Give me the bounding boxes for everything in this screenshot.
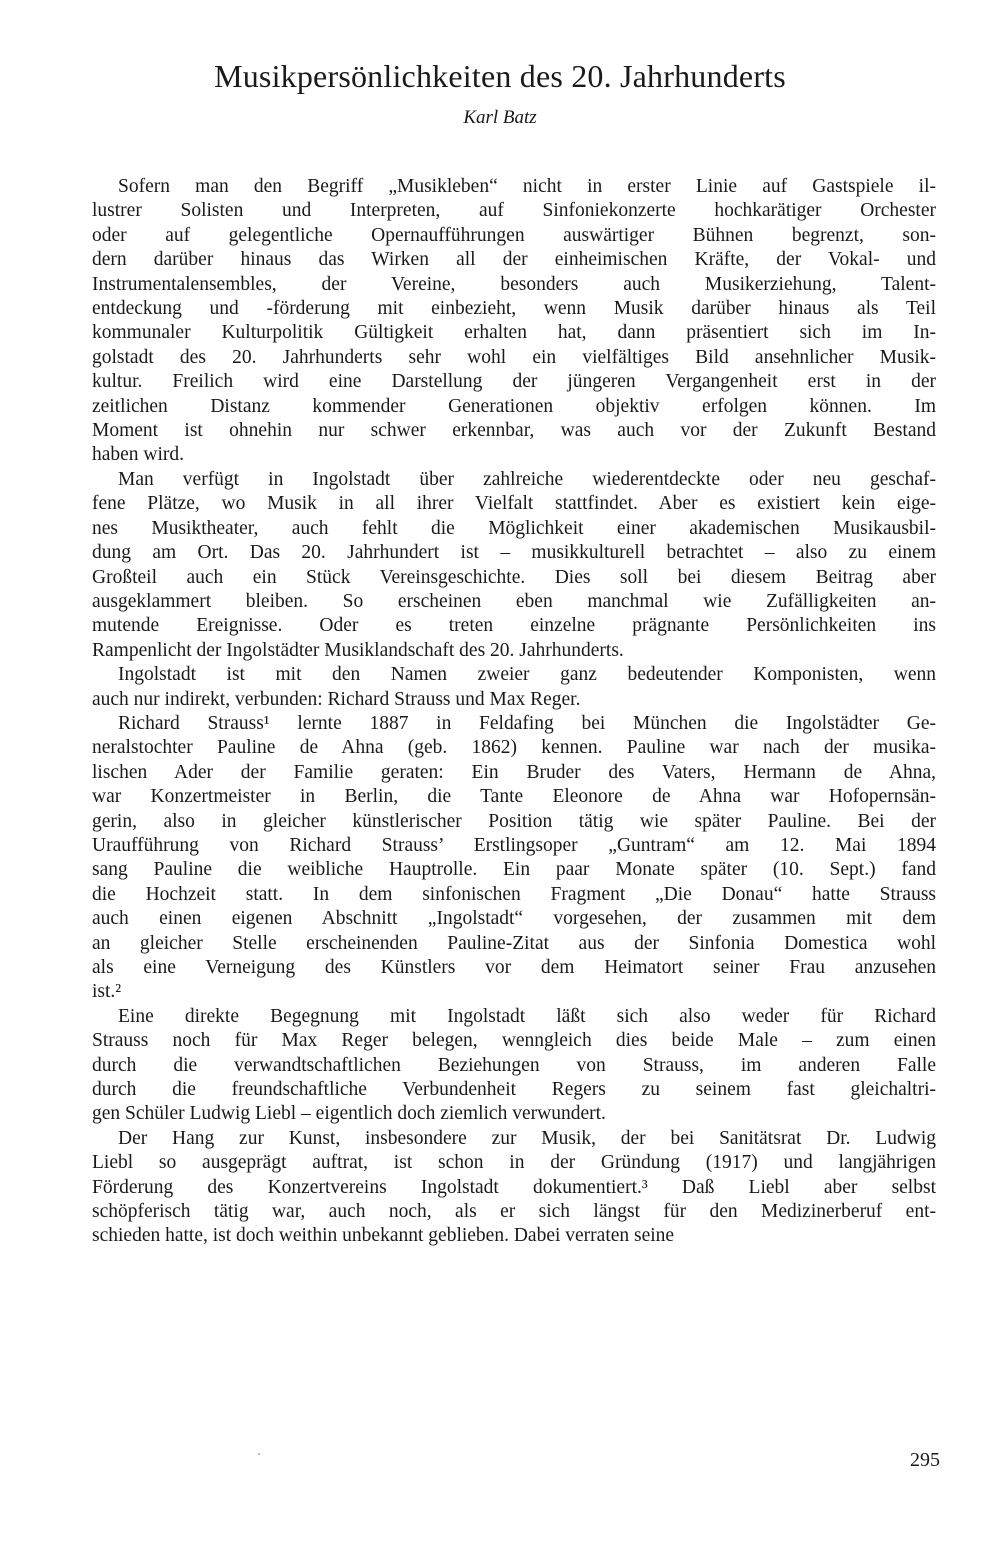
text-line: lischen Ader der Familie geraten: Ein Bruder des Vaters, Hermann de Ahna,	[92, 761, 936, 783]
text-line: auch nur indirekt, verbunden: Richard Strauss und Max Reger.	[92, 688, 581, 710]
article-title: Musikpersönlichkeiten des 20. Jahrhunderts	[214, 58, 786, 94]
text-line: Strauss noch für Max Reger belegen, wenngleich dies beide Male – zum einen	[92, 1030, 936, 1052]
text-line: fene Plätze, wo Musik in all ihrer Vielfalt stattfindet. Aber es existiert kein eige-	[92, 493, 936, 515]
body-paragraph	[92, 1127, 936, 1249]
body-paragraph	[92, 712, 936, 1005]
text-line: oder auf gelegentliche Opernaufführungen auswärtiger Bühnen begrenzt, son-	[92, 224, 936, 246]
text-line: die Hochzeit statt. In dem sinfonischen Fragment „Die Donau“ hatte Strauss	[92, 883, 936, 905]
text-line: Man verfügt in Ingolstadt über zahlreiche wiederentdeckte oder neu geschaf-	[118, 468, 936, 490]
text-line: sang Pauline die weibliche Hauptrolle. Ein paar Monate später (10. Sept.) fand	[92, 859, 936, 881]
scan-speck	[258, 1453, 260, 1455]
body-paragraph	[92, 1005, 936, 1127]
text-line: Richard Strauss¹ lernte 1887 in Feldafing bei München die Ingolstädter Ge-	[118, 712, 936, 734]
text-line: Der Hang zur Kunst, insbesondere zur Musik, der bei Sanitätsrat Dr. Ludwig	[118, 1127, 936, 1149]
text-line: Eine direkte Begegnung mit Ingolstadt läßt sich also weder für Richard	[118, 1005, 936, 1027]
text-line: Uraufführung von Richard Strauss’ Erstlingsoper „Guntram“ am 12. Mai 1894	[92, 834, 936, 856]
text-line: gen Schüler Ludwig Liebl – eigentlich doch ziemlich verwundert.	[92, 1103, 606, 1125]
text-line: als eine Verneigung des Künstlers vor dem Heimatort seiner Frau anzusehen	[92, 957, 936, 978]
body-paragraph	[92, 175, 936, 468]
text-line: Instrumentalensembles, der Vereine, besonders auch Musikerziehung, Talent-	[92, 273, 936, 295]
body-paragraph	[92, 468, 936, 663]
text-line: schöpferisch tätig war, auch noch, als er sich längst für den Medizinerberuf ent-	[92, 1201, 936, 1223]
text-line: mutende Ereignisse. Oder es treten einzelne prägnante Persönlichkeiten ins	[92, 615, 936, 637]
text-line: ausgeklammert bleiben. So erscheinen eben manchmal wie Zufälligkeiten an-	[92, 590, 936, 612]
text-line: schieden hatte, ist doch weithin unbekannt geblieben. Dabei verraten seine	[92, 1225, 675, 1247]
text-line: golstadt des 20. Jahrhunderts sehr wohl ein vielfältiges Bild ansehnlicher Musik-	[92, 346, 936, 368]
article-body	[92, 175, 936, 1249]
text-line: haben wird.	[92, 444, 185, 466]
article-author: Karl Batz	[463, 107, 537, 128]
text-line: Großteil auch ein Stück Vereinsgeschichte. Dies soll bei diesem Beitrag aber	[92, 566, 936, 588]
text-line: an gleicher Stelle erscheinenden Pauline-Zitat aus der Sinfonia Domestica wohl	[92, 932, 936, 954]
text-line: neralstochter Pauline de Ahna (geb. 1862) kennen. Pauline war nach der musika-	[92, 737, 936, 759]
text-line: gerin, also in gleicher künstlerischer Position tätig wie später Pauline. Bei der	[92, 810, 936, 832]
text-line: dung am Ort. Das 20. Jahrhundert ist – musikkulturell betrachtet – also zu einem	[92, 542, 936, 564]
text-line: auch einen eigenen Abschnitt „Ingolstadt“ vorgesehen, der zusammen mit dem	[92, 908, 936, 930]
text-line: ist.²	[92, 981, 122, 1003]
text-line: Sofern man den Begriff „Musikleben“ nicht in erster Linie auf Gastspiele il-	[118, 176, 936, 197]
text-line: Förderung des Konzertvereins Ingolstadt dokumentiert.³ Daß Liebl aber selbst	[92, 1176, 936, 1198]
text-line: war Konzertmeister in Berlin, die Tante Eleonore de Ahna war Hofopernsän-	[92, 786, 936, 808]
text-line: Ingolstadt ist mit den Namen zweier ganz bedeutender Komponisten, wenn	[118, 664, 936, 686]
text-line: nes Musiktheater, auch fehlt die Möglichkeit einer akademischen Musikausbil-	[92, 517, 936, 539]
text-line: kommunaler Kulturpolitik Gültigkeit erhalten hat, dann präsentiert sich im In-	[92, 322, 936, 344]
body-paragraph	[92, 663, 936, 712]
text-line: Rampenlicht der Ingolstädter Musiklandschaft des 20. Jahrhunderts.	[92, 639, 624, 661]
text-line: Moment ist ohnehin nur schwer erkennbar, was auch vor der Zukunft Bestand	[92, 420, 936, 442]
text-line: lustrer Solisten und Interpreten, auf Sinfoniekonzerte hochkarätiger Orchester	[92, 200, 936, 222]
text-line: durch die freundschaftliche Verbundenheit Regers zu seinem fast gleichaltri-	[92, 1079, 936, 1101]
text-line: kultur. Freilich wird eine Darstellung der jüngeren Vergangenheit erst in der	[92, 371, 936, 393]
text-line: zeitlichen Distanz kommender Generationen objektiv erfolgen können. Im	[92, 395, 936, 417]
text-line: durch die verwandtschaftlichen Beziehungen von Strauss, im anderen Falle	[92, 1054, 936, 1076]
text-line: entdeckung und -förderung mit einbezieht, wenn Musik darüber hinaus als Teil	[92, 298, 936, 320]
text-line: Liebl so ausgeprägt auftrat, ist schon in der Gründung (1917) und langjährigen	[92, 1152, 936, 1174]
text-line: dern darüber hinaus das Wirken all der einheimischen Kräfte, der Vokal- und	[92, 249, 936, 271]
page-number: 295	[910, 1449, 940, 1471]
